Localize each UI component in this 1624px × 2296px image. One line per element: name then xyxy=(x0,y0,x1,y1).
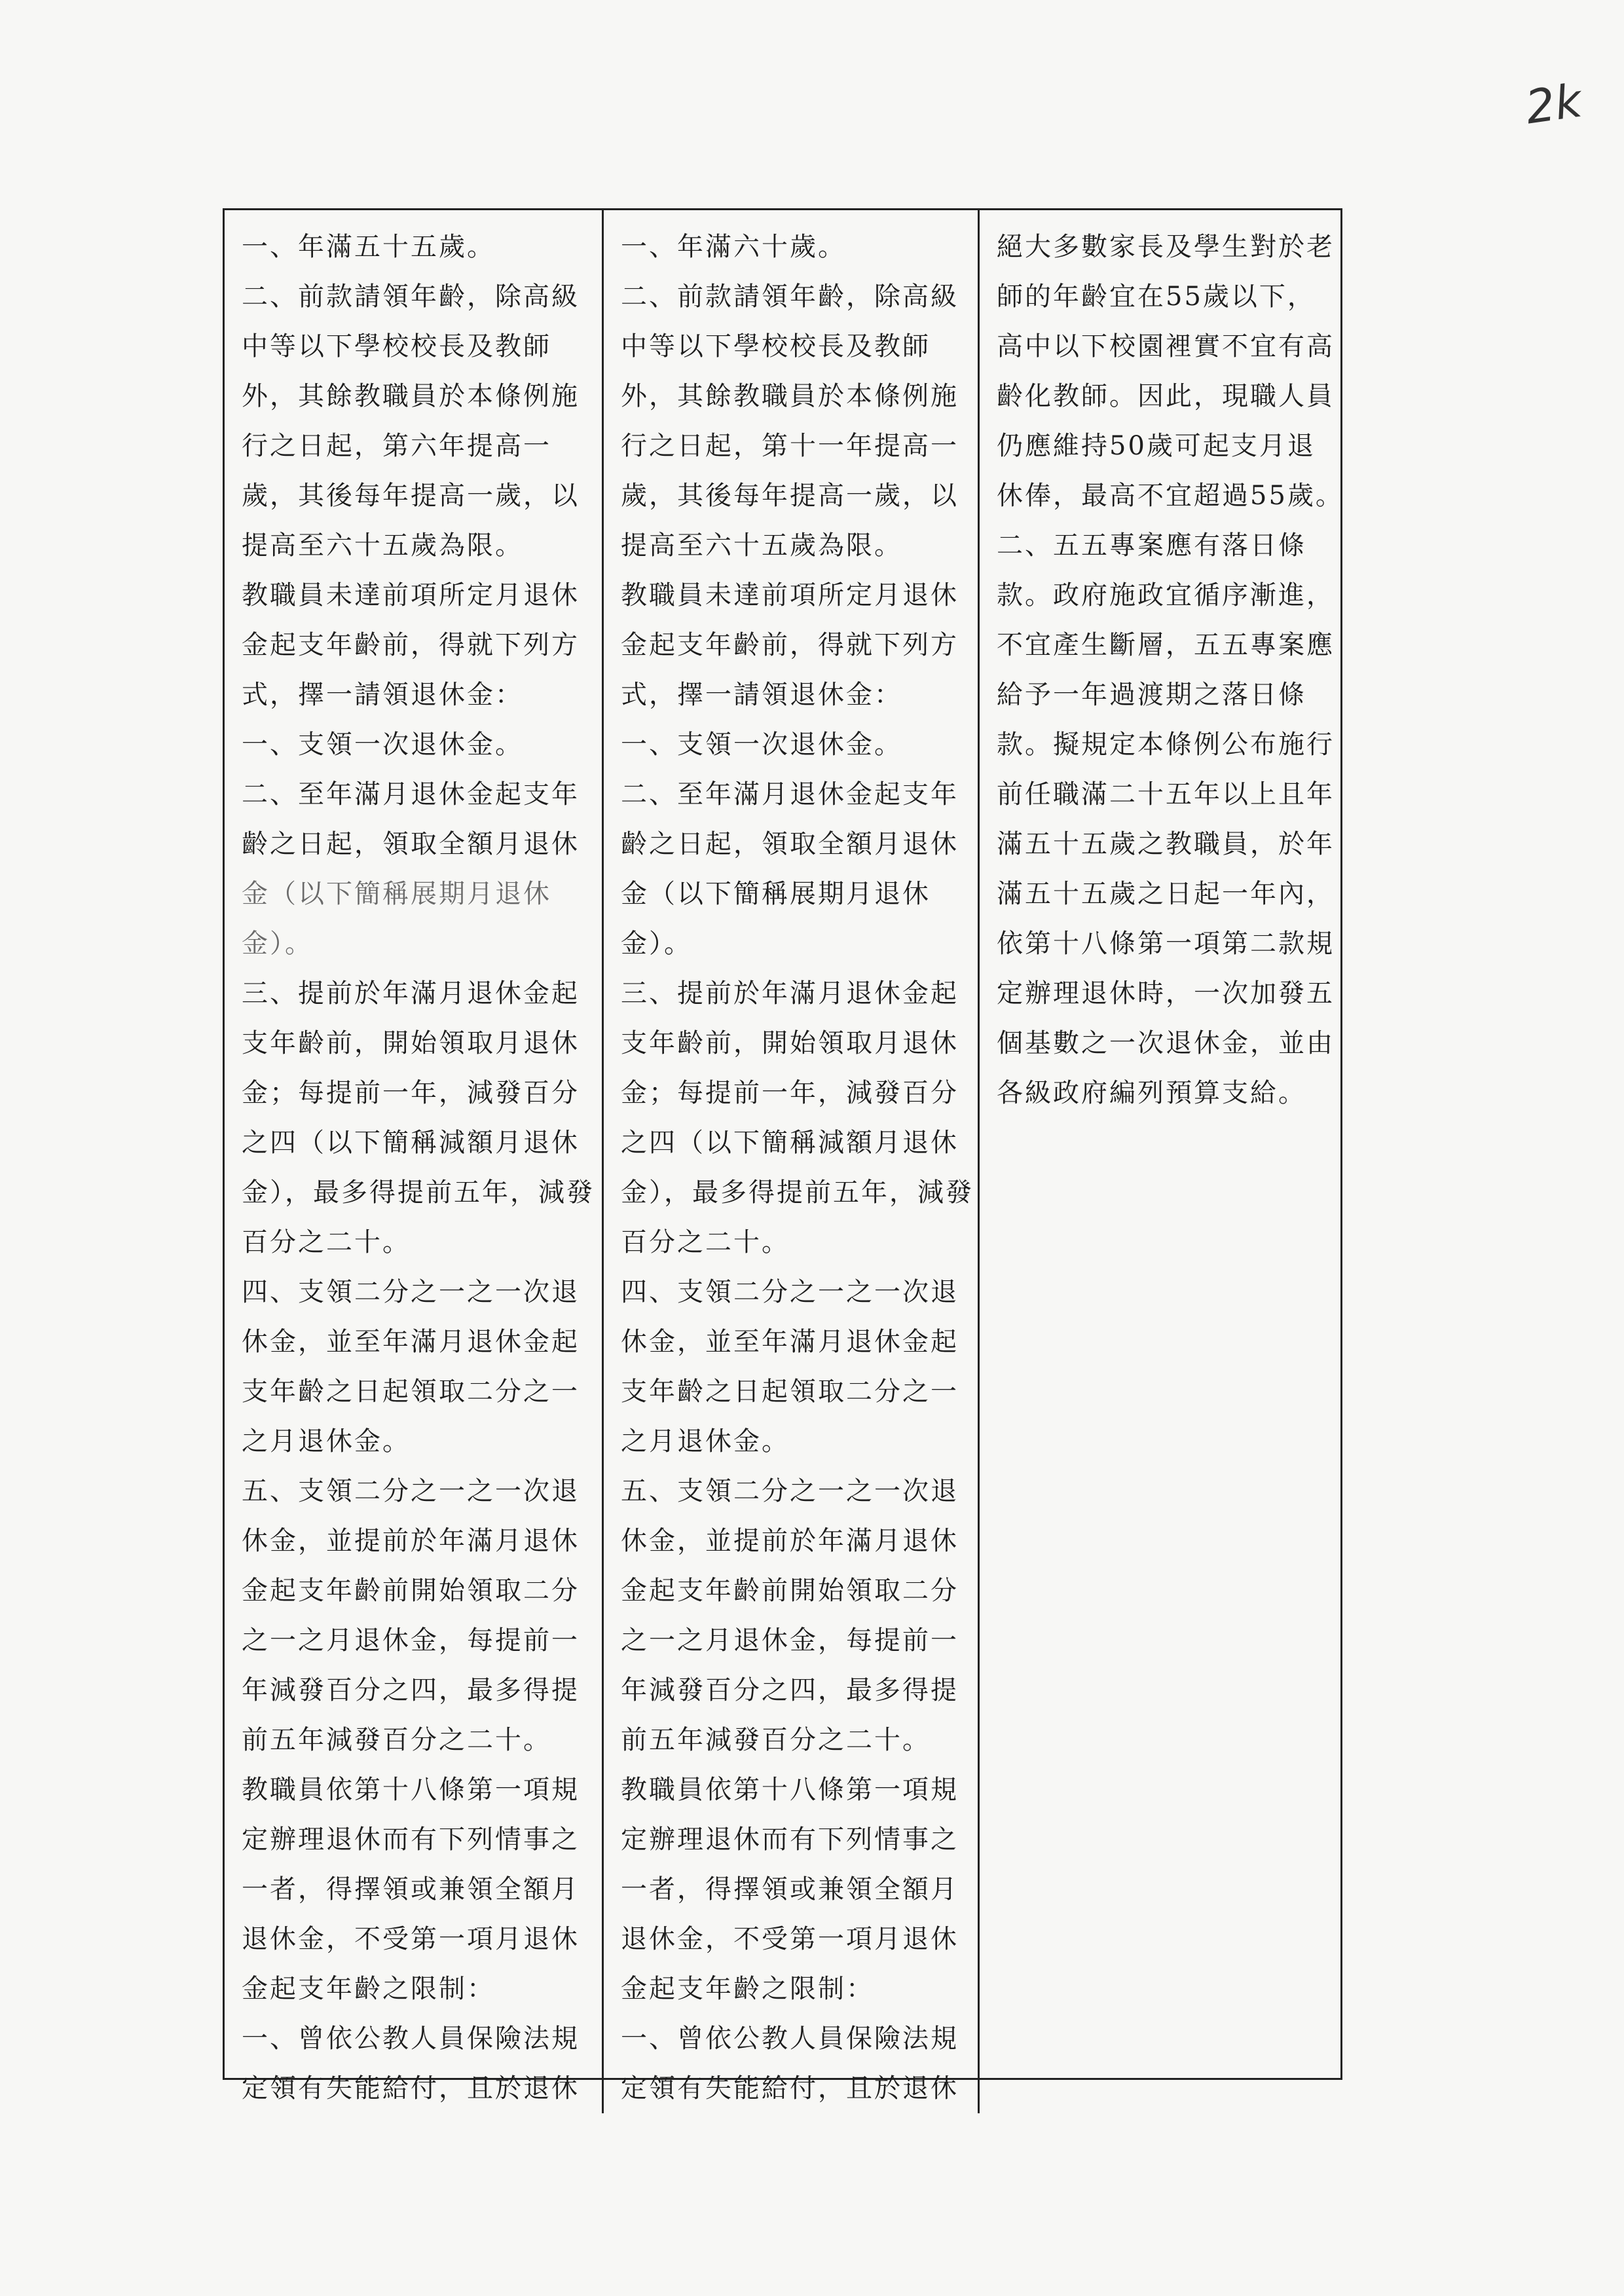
table-line: 定領有失能給付，且於退休 xyxy=(242,2073,580,2103)
table-line: 定領有失能給付，且於退休 xyxy=(621,2073,959,2103)
table-line: 金）。 xyxy=(242,929,313,959)
column-explanation xyxy=(978,210,1344,2113)
comparison-table xyxy=(223,208,1344,2103)
table-line: 金（以下簡稱展期月退休 xyxy=(242,879,551,909)
table-line: 教職員依第十八條第一項規 xyxy=(621,1775,959,1805)
table-line: 三、提前於年滿月退休金起 xyxy=(242,978,580,1009)
table-line: 金起支年齡之限制： xyxy=(242,1974,495,2004)
table-line: 給予一年過渡期之落日條 xyxy=(997,680,1306,710)
table-line: 外，其餘教職員於本條例施 xyxy=(621,381,959,411)
table-line: 金；每提前一年，減發百分 xyxy=(242,1078,580,1108)
table-line: 年減發百分之四，最多得提 xyxy=(242,1675,580,1705)
table-line: 一、曾依公教人員保險法規 xyxy=(621,2024,959,2054)
table-line: 絕大多數家長及學生對於老 xyxy=(997,232,1335,262)
table-line: 定辦理退休而有下列情事之 xyxy=(621,1824,959,1855)
table-line: 退休金，不受第一項月退休 xyxy=(242,1924,580,1954)
table-line: 教職員依第十八條第一項規 xyxy=(242,1775,580,1805)
table-line: 中等以下學校校長及教師 xyxy=(621,331,931,361)
table-line: 教職員未達前項所定月退休 xyxy=(621,580,959,610)
table-line: 金）。 xyxy=(621,929,692,959)
table-line: 之一之月退休金，每提前一 xyxy=(242,1625,580,1656)
table-line: 休金，並至年滿月退休金起 xyxy=(621,1327,959,1357)
table-line: 金起支年齡前開始領取二分 xyxy=(621,1576,959,1606)
table-line: 提高至六十五歲為限。 xyxy=(242,530,523,561)
table-line: 金），最多得提前五年，減發 xyxy=(242,1177,595,1208)
table-line: 之月退休金。 xyxy=(621,1426,790,1456)
table-line: 款。政府施政宜循序漸進， xyxy=(997,580,1335,610)
table-line: 高中以下校園裡實不宜有高 xyxy=(997,331,1335,361)
table-line: 五、支領二分之一之一次退 xyxy=(242,1476,580,1506)
table-line: 金起支年齡前，得就下列方 xyxy=(242,630,580,660)
table-line: 滿五十五歲之日起一年內， xyxy=(997,879,1335,909)
table-line: 支年齡之日起領取二分之一 xyxy=(621,1377,959,1407)
table-line: 之一之月退休金，每提前一 xyxy=(621,1625,959,1656)
table-line: 師的年齡宜在55歲以下， xyxy=(997,282,1316,312)
table-line: 一、支領一次退休金。 xyxy=(242,730,523,760)
table-line: 式，擇一請領退休金： xyxy=(621,680,902,710)
table-line: 中等以下學校校長及教師 xyxy=(242,331,551,361)
table-line: 齡之日起，領取全額月退休 xyxy=(242,829,580,859)
table-line: 二、前款請領年齡，除高級 xyxy=(242,282,580,312)
table-line: 一者，得擇領或兼領全額月 xyxy=(621,1874,959,1904)
table-line: 休金，並提前於年滿月退休 xyxy=(242,1526,580,1556)
table-line: 休金，並至年滿月退休金起 xyxy=(242,1327,580,1357)
table-line: 款。擬規定本條例公布施行 xyxy=(997,730,1335,760)
table-line: 三、提前於年滿月退休金起 xyxy=(621,978,959,1009)
table-line: 金起支年齡前，得就下列方 xyxy=(621,630,959,660)
column-current-text xyxy=(602,210,978,2113)
table-line: 各級政府編列預算支給。 xyxy=(997,1078,1306,1108)
table-line: 二、至年滿月退休金起支年 xyxy=(621,779,959,809)
page-number: 2k xyxy=(1522,73,1585,135)
table-line: 五、支領二分之一之一次退 xyxy=(621,1476,959,1506)
table-line: 二、前款請領年齡，除高級 xyxy=(621,282,959,312)
table-line: 四、支領二分之一之一次退 xyxy=(242,1277,580,1307)
table-line: 教職員未達前項所定月退休 xyxy=(242,580,580,610)
table-line: 休俸，最高不宜超過55歲。 xyxy=(997,481,1344,511)
table-line: 一、年滿五十五歲。 xyxy=(242,232,495,262)
table-line: 前五年減發百分之二十。 xyxy=(242,1725,551,1755)
table-line: 退休金，不受第一項月退休 xyxy=(621,1924,959,1954)
table-line: 仍應維持50歲可起支月退 xyxy=(997,431,1316,461)
table-line: 金；每提前一年，減發百分 xyxy=(621,1078,959,1108)
table-line: 歲，其後每年提高一歲，以 xyxy=(242,481,580,511)
table-line: 行之日起，第十一年提高一 xyxy=(621,431,959,461)
table-line: 百分之二十。 xyxy=(242,1227,411,1257)
table-line: 金），最多得提前五年，減發 xyxy=(621,1177,974,1208)
table-line: 之四（以下簡稱減額月退休 xyxy=(621,1128,959,1158)
table-line: 金起支年齡前開始領取二分 xyxy=(242,1576,580,1606)
table-line: 百分之二十。 xyxy=(621,1227,790,1257)
table-line: 金起支年齡之限制： xyxy=(621,1974,874,2004)
table-line: 前五年減發百分之二十。 xyxy=(621,1725,931,1755)
table-line: 個基數之一次退休金，並由 xyxy=(997,1028,1335,1058)
table-line: 支年齡之日起領取二分之一 xyxy=(242,1377,580,1407)
table-line: 一、曾依公教人員保險法規 xyxy=(242,2024,580,2054)
table-line: 滿五十五歲之教職員，於年 xyxy=(997,829,1335,859)
table-line: 外，其餘教職員於本條例施 xyxy=(242,381,580,411)
table-line: 行之日起，第六年提高一 xyxy=(242,431,551,461)
table-line: 前任職滿二十五年以上且年 xyxy=(997,779,1335,809)
table-line: 年減發百分之四，最多得提 xyxy=(621,1675,959,1705)
table-line: 提高至六十五歲為限。 xyxy=(621,530,902,561)
table-line: 之月退休金。 xyxy=(242,1426,411,1456)
table-line: 依第十八條第一項第二款規 xyxy=(997,929,1335,959)
table-line: 歲，其後每年提高一歲，以 xyxy=(621,481,959,511)
table-line: 齡化教師。因此，現職人員 xyxy=(997,381,1335,411)
table-line: 之四（以下簡稱減額月退休 xyxy=(242,1128,580,1158)
table-line: 齡之日起，領取全額月退休 xyxy=(621,829,959,859)
table-line: 四、支領二分之一之一次退 xyxy=(621,1277,959,1307)
column-proposed-text xyxy=(225,210,602,2113)
table-line: 定辦理退休而有下列情事之 xyxy=(242,1824,580,1855)
table-line: 支年齡前，開始領取月退休 xyxy=(242,1028,580,1058)
table-line: 不宜產生斷層，五五專案應 xyxy=(997,630,1335,660)
table-line: 定辦理退休時，一次加發五 xyxy=(997,978,1335,1009)
table-line: 一、年滿六十歲。 xyxy=(621,232,846,262)
table-line: 金（以下簡稱展期月退休 xyxy=(621,879,931,909)
table-line: 一、支領一次退休金。 xyxy=(621,730,902,760)
table-line: 二、五五專案應有落日條 xyxy=(997,530,1306,561)
table-line: 休金，並提前於年滿月退休 xyxy=(621,1526,959,1556)
table-line: 式，擇一請領退休金： xyxy=(242,680,523,710)
table-line: 二、至年滿月退休金起支年 xyxy=(242,779,580,809)
table-line: 一者，得擇領或兼領全額月 xyxy=(242,1874,580,1904)
table-line: 支年齡前，開始領取月退休 xyxy=(621,1028,959,1058)
